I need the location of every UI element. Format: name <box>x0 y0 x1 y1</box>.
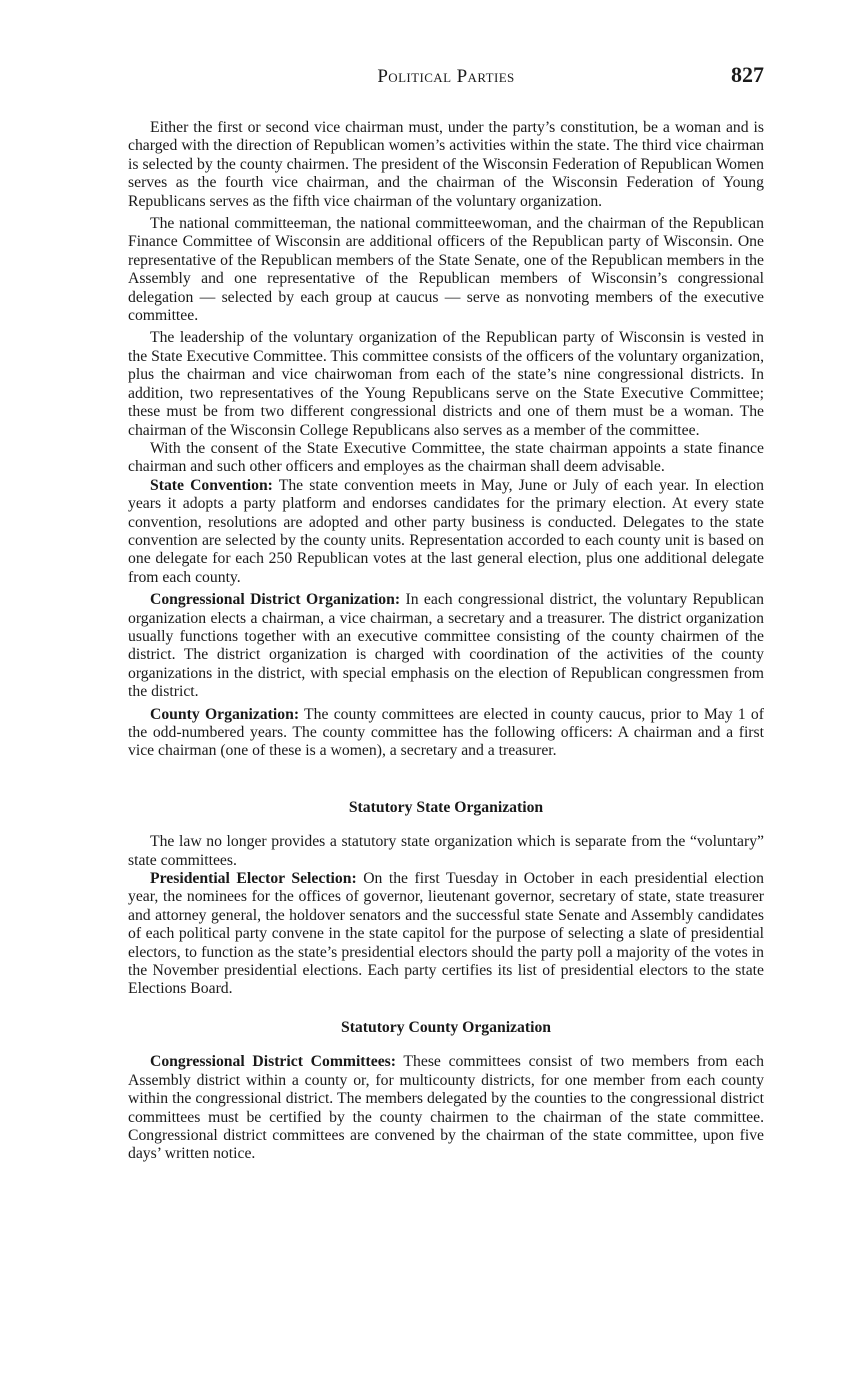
paragraph-text: The county committees are elected in county caucus, prior to May 1 of the odd-numbered years. The county committee has the following officers: A chairman and a first vice chairman (one of these is a women), a secretary and a treasurer. <box>128 705 765 760</box>
paragraph-congressional-district-committees <box>128 1053 764 1163</box>
run-in-heading-state-convention: State Convention: <box>150 476 273 494</box>
run-in-heading-congressional-district-committees: Congressional District Committees: <box>150 1053 397 1071</box>
paragraph-text: On the first Tuesday in October in each presidential election year, the nominees for the offices of governor, lieutenant governor, secretary of state, state treasurer and attorney general, the holdover senators and the successful state Senate and Assembly candidates of each political party convene in the state capitol for the purpose of selecting a slate of presidential electors, to function as the state’s presidential electors should the party poll a majority of the votes in the November presidential elections. Each party certifies its list of presidential electors to the state Elections Board. <box>128 870 764 998</box>
paragraph-congressional-district-organization <box>128 591 764 701</box>
paragraph-finance-chairman: With the consent of the State Executive Committee, the state chairman appoints a state finance chairman and such other officers and employes as the chairman shall deem advisable. <box>128 439 764 476</box>
paragraph-no-statutory-state-organization: The law no longer provides a statutory state organization which is separate from the “voluntary” state committees. <box>128 833 764 869</box>
section-heading-statutory-state-organization: Statutory State Organization <box>348 798 544 816</box>
section-heading-statutory-county-organization: Statutory County Organization <box>340 1018 552 1036</box>
run-in-heading-presidential-elector-selection: Presidential Elector Selection: <box>150 870 357 888</box>
paragraph-text: In each congressional district, the voluntary Republican organization elects a chairman, a vice chairman, a secretary and a treasurer. The district organization usually functions together with an executive committee consisting of the county chairmen of the district. The district organization is charged with coordination of the activities of the county organizations in the district, with special emphasis on the election of Republican congressmen from the district. <box>128 591 764 701</box>
paragraph-state-convention <box>128 477 764 587</box>
paragraph-additional-officers: The national committeeman, the national committeewoman, and the chairman of the Republican Finance Committee of Wisconsin are additional officers of the Republican party of Wisconsin. One representative of the Republican members of the State Senate, one of the Republican members in the Assembly and one representative of the Republican members of Wisconsin’s congressional delegation — selected by each group at caucus — serve as nonvoting members of the executive committee. <box>128 215 764 325</box>
paragraph-presidential-elector-selection <box>128 870 764 999</box>
running-header <box>128 60 764 96</box>
paragraph-text: These committees consist of two members from each Assembly district within a county or, for multicounty districts, for one member from each county within the congressional district. The members delegated by the counties to the congressional district committees must be certified by the county chairmen to the chairman of the state committee. Congressional district committees are convened by the chairman of the state committee, upon five days’ written notice. <box>128 1053 764 1163</box>
paragraph-text: The state convention meets in May, June or July of each year. In election years it adopts a party platform and endorses candidates for the primary election. At every state convention, resolutions are adopted and other party business is conducted. Delegates to the state convention are selected by the county units. Representation accorded to each county unit is based on one delegate for each 250 Republican votes at the last general election, plus one additional delegate from each county. <box>128 476 764 586</box>
page-number: 827 <box>731 62 764 87</box>
paragraph-vice-chairmen: Either the first or second vice chairman must, under the party’s constitution, be a woman and is charged with the direction of Republican women’s activities within the state. The third vice chairman is selected by the county chairmen. The president of the Wisconsin Federation of Republican Women serves as the fourth vice chairman, and the chairman of the Wisconsin Federation of Young Republicans serves as the fifth vice chairman of the voluntary organization. <box>128 119 764 210</box>
paragraph-county-organization <box>128 706 764 761</box>
paragraph-state-executive-committee: The leadership of the voluntary organization of the Republican party of Wisconsin is vested in the State Executive Committee. This committee consists of the officers of the voluntary organization, plus the chairman and vice chairwoman from each of the state’s nine congressional districts. In addition, two representatives of the Young Republicans serve on the State Executive Committee; these must be from two different congressional districts and one of them must be a woman. The chairman of the Wisconsin College Republicans also serves as a member of the committee. <box>128 329 764 439</box>
body-text <box>128 119 764 1164</box>
run-in-heading-congressional-district-organization: Congressional District Organization: <box>150 591 401 609</box>
running-title: Political Parties <box>377 66 515 87</box>
document-page <box>128 60 764 1164</box>
run-in-heading-county-organization: County Organization: <box>150 705 300 723</box>
